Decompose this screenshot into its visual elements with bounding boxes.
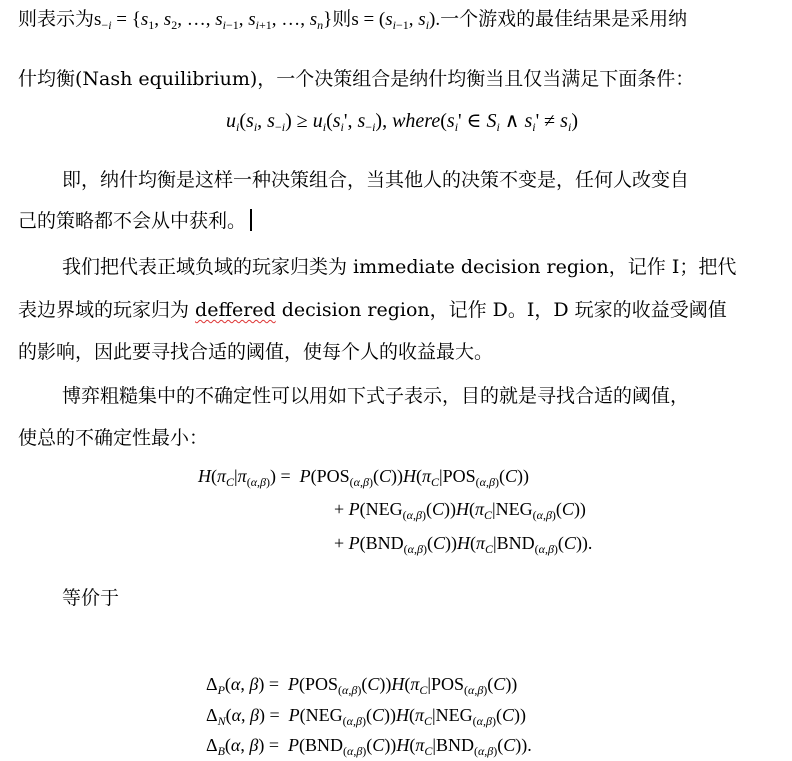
math-inline-s-minus-i: $s_{-i} = \{s_1$, $s_2$, …, $s_{i-1}$, $s_{i+1}$, …, $s_n$} [94, 9, 333, 32]
delta-b-equation: $\Delta_B(\alpha$, $\beta) = P(BND_{(\alpha,\beta)}(C))H(\pi_C|BND_{(\alpha,\beta)}(C))$. [206, 735, 532, 758]
paragraph-3-line-2: 使总的不确定性最小： [18, 427, 209, 449]
paragraph-2-line-1: 我们把代表正域负域的玩家归类为 immediate decision region，记作 I；把代 [62, 256, 737, 278]
equivalent-label: 等价于 [62, 587, 120, 609]
uncertainty-equation-row-1: $H(\pi_C|\pi_{(\alpha,\beta)}) = P(POS_{(\alpha,\beta)}(C))H(\pi_C|POS_{(\alpha,\beta)}(C))$ [198, 466, 529, 489]
delta-p-equation: $\Delta_P(\alpha$, $\beta) = P(POS_{(\alpha,\beta)}(C))H(\pi_C|POS_{(\alpha,\beta)}(C))$ [206, 674, 518, 697]
text-line-2: 什均衡(Nash equilibrium)，一个决策组合是纳什均衡当且仅当满足下面条件： [18, 68, 695, 90]
paragraph-1-line-2 [18, 208, 252, 234]
text-span: 一个游戏的最佳结果是采用纳 [440, 8, 688, 30]
paragraph-1-line-1: 即，纳什均衡是这样一种决策组合，当其他人的决策不变是，任何人改变自 [62, 169, 690, 191]
uncertainty-equation-row-3: + $P(BND_{(\alpha,\beta)}(C))H(\pi_C|BND_{(\alpha,\beta)}(C))$. [334, 533, 593, 556]
text-span: 表边界域的玩家归为 [18, 299, 196, 321]
misspelled-word[interactable]: deffered [195, 299, 276, 321]
text-span: decision region，记作 D。I，D 玩家的收益受阈值 [275, 299, 727, 321]
nash-condition-formula: $u_i(s_i$, $s_{-i}) \ge u_i(s_i'$, $s_{-i}$), $where(s_i'$ ∈ $S_i$ ∧ $s_i' \ne s_i$) [226, 110, 578, 134]
delta-n-equation: $\Delta_N(\alpha$, $\beta) = P(NEG_{(\alpha,\beta)}(C))H(\pi_C|NEG_{(\alpha,\beta)}(C))$ [206, 705, 526, 728]
text-span: 则 [332, 8, 352, 30]
math-inline-s: $s = (s_{i-1}$, $s_i$). [351, 9, 441, 32]
text-span: 己的策略都不会从中获利。 [18, 210, 247, 232]
paragraph-2-line-3: 的影响，因此要寻找合适的阈值，使每个人的收益最大。 [18, 341, 494, 363]
text-line-1 [18, 6, 687, 33]
text-span: 则表示为 [18, 8, 95, 30]
uncertainty-equation-row-2: + $P(NEG_{(\alpha,\beta)}(C))H(\pi_C|NEG_{(\alpha,\beta)}(C))$ [334, 499, 586, 522]
paragraph-2-line-2 [18, 297, 727, 323]
text-cursor [250, 209, 252, 231]
paragraph-3-line-1: 博弈粗糙集中的不确定性可以用如下式子表示，目的就是寻找合适的阈值， [62, 385, 690, 407]
